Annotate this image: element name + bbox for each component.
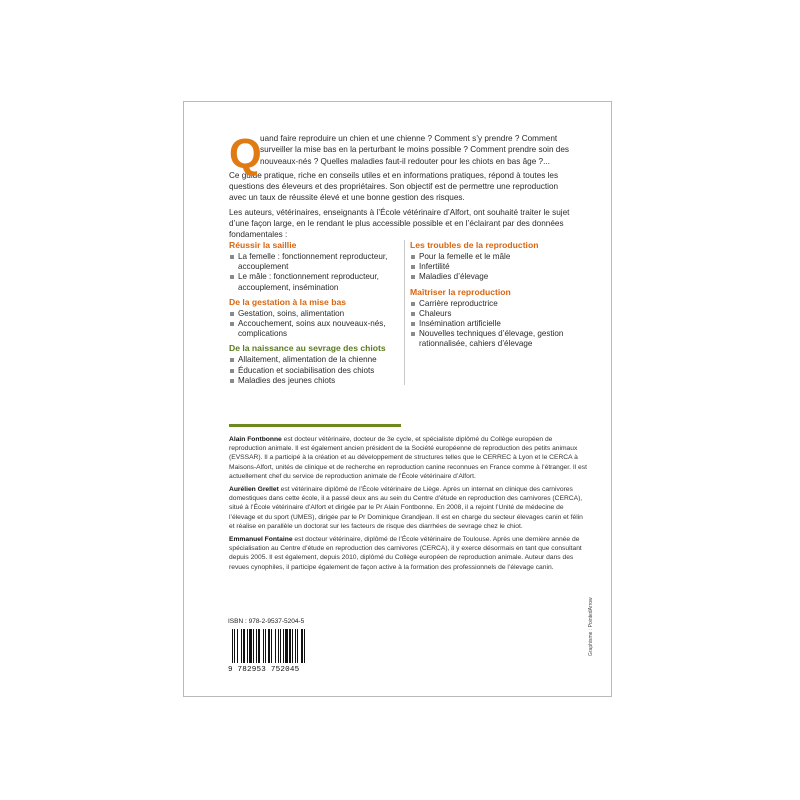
author-name: Aurélien Grellet	[229, 486, 279, 494]
list-item: Gestation, soins, alimentation	[229, 309, 404, 319]
section-title: De la naissance au sevrage des chiots	[229, 343, 386, 354]
intro-paragraph-1: Ce guide pratique, riche en conseils utiles et en informations pratiques, répond à toutes les questions des éleveurs et des propriétaires. Son objectif est de permettre une reproduction avec un taux de réussite élevé et une bonne gestion des risques.	[229, 170, 559, 203]
author-bio: Alain Fontbonne est docteur vétérinaire, docteur de 3e cycle, et spécialiste diplômé du Collège européen de reproduction animale. Il est également ancien président de la Société européenne de reproduction des petits animaux (EVSSAR). Il a participé à la création et au développement de structures telles que le CERREC à Lyon et le CERCA à Maisons-Alfort, unités de clinique et de recherche en reproduction canine reconnues en France comme à l’étranger. Il est actuellement chef du service de reproduction animale de l’École vétérinaire d’Alfort.	[229, 436, 587, 480]
bullet-icon	[230, 358, 234, 362]
bullet-icon	[230, 255, 234, 259]
author-name: Alain Fontbonne	[229, 436, 282, 443]
bullet-icon	[230, 275, 234, 279]
section-title: De la gestation à la mise bas	[229, 296, 347, 307]
bullet-icon	[230, 312, 234, 316]
barcode-number: 9 782953 752045	[228, 666, 300, 674]
bullet-icon	[411, 255, 415, 259]
author-bios	[229, 435, 589, 576]
list-item: Carrière reproductrice	[410, 299, 600, 309]
isbn-label: ISBN : 978-2-9537-5204-5	[228, 618, 305, 625]
list-item: Chaleurs	[410, 309, 600, 319]
bullet-icon	[411, 265, 415, 269]
author-bio: Aurélien Grellet est vétérinaire diplômé de l’École vétérinaire de Liège. Après un internat en clinique des carnivores domestiques dans cette école, il a passé deux ans au sein du Centre d’étude en reproduction des carnivores (CERCA), situé à l’École vétérinaire d’Alfort et dirigée par le Pr Alain Fontbonne. En 2008, il a rejoint l’Unité de médecine de l’élevage et du sport (UMES), dirigée par le Pr Dominique Grandjean. Il est en charge du secteur élevages canin et félin et réalise en parallèle un doctorat sur les facteurs de risque des diarrhées de sevrage chez le chiot.	[229, 486, 583, 530]
list-item: La femelle : fonctionnement reproducteur, accouplement	[229, 252, 404, 272]
list-item: Accouchement, soins aux nouveaux-nés, complications	[229, 319, 404, 339]
contents-left-column	[229, 240, 404, 390]
list-item: Maladies d’élevage	[410, 272, 600, 282]
section-list	[410, 299, 600, 350]
list-item: Pour la femelle et le mâle	[410, 252, 600, 262]
list-item: Maladies des jeunes chiots	[229, 376, 404, 386]
section-title: Réussir la saillie	[229, 240, 297, 250]
author-name: Emmanuel Fontaine	[229, 536, 293, 544]
section-title: Maîtriser la reproduction	[410, 286, 511, 297]
bullet-icon	[411, 312, 415, 316]
bullet-icon	[230, 379, 234, 383]
bullet-icon	[411, 322, 415, 326]
author-bio: Emmanuel Fontaine est docteur vétérinaire, diplômé de l’École vétérinaire de Toulouse. Après une dernière année de spécialisation au Centre d’étude en reproduction des carnivores (CERCA), il y exerce désormais en tant que consultant depuis 2005. Il est également, depuis 2010, diplômé du Collège européen de reproduction animale. Auteur dans des revues cynophiles, il participe également de façon active à la formation des professionnels de l’élevage canin.	[229, 536, 582, 571]
list-item: Allaitement, alimentation de la chienne	[229, 355, 404, 365]
drop-cap: Q	[229, 130, 262, 177]
intro-paragraph-2: Les auteurs, vétérinaires, enseignants à l’École vétérinaire d’Alfort, ont souhaité traiter le sujet d’une façon large, en le rendant le plus accessible possible et en l’éclairant par des données fondamentales :	[229, 207, 570, 240]
bullet-icon	[230, 322, 234, 326]
lead-paragraph: uand faire reproduire un chien et une chienne ? Comment s’y prendre ? Comment surveiller la mise bas en la perturbant le moins possible ? Comment prendre soin des nouveaux-nés ? Quelles maladies faut-il redouter pour les chiots en bas âge ?...	[260, 134, 570, 166]
barcode-bars-icon	[228, 629, 321, 665]
contents-summary	[229, 240, 589, 390]
bullet-icon	[230, 369, 234, 373]
barcode	[228, 629, 321, 675]
section-list	[229, 252, 404, 293]
list-item: Nouvelles techniques d’élevage, gestion rationnalisée, cahiers d’élevage	[410, 329, 600, 349]
book-back-cover	[183, 101, 612, 697]
contents-right-column	[404, 240, 600, 385]
section-divider	[229, 424, 401, 427]
intro-block	[229, 130, 571, 241]
list-item: Insémination artificielle	[410, 319, 600, 329]
list-item: Le mâle : fonctionnement reproducteur, accouplement, insémination	[229, 272, 404, 292]
bullet-icon	[411, 332, 415, 336]
list-item: Infertilité	[410, 262, 600, 272]
section-list	[229, 309, 404, 340]
bullet-icon	[411, 302, 415, 306]
design-credit: Graphisme : PointedArrow	[588, 597, 594, 656]
section-title: Les troubles de la reproduction	[410, 240, 539, 250]
bullet-icon	[411, 275, 415, 279]
section-list	[229, 355, 404, 386]
section-list	[410, 252, 600, 283]
list-item: Éducation et sociabilisation des chiots	[229, 366, 404, 376]
